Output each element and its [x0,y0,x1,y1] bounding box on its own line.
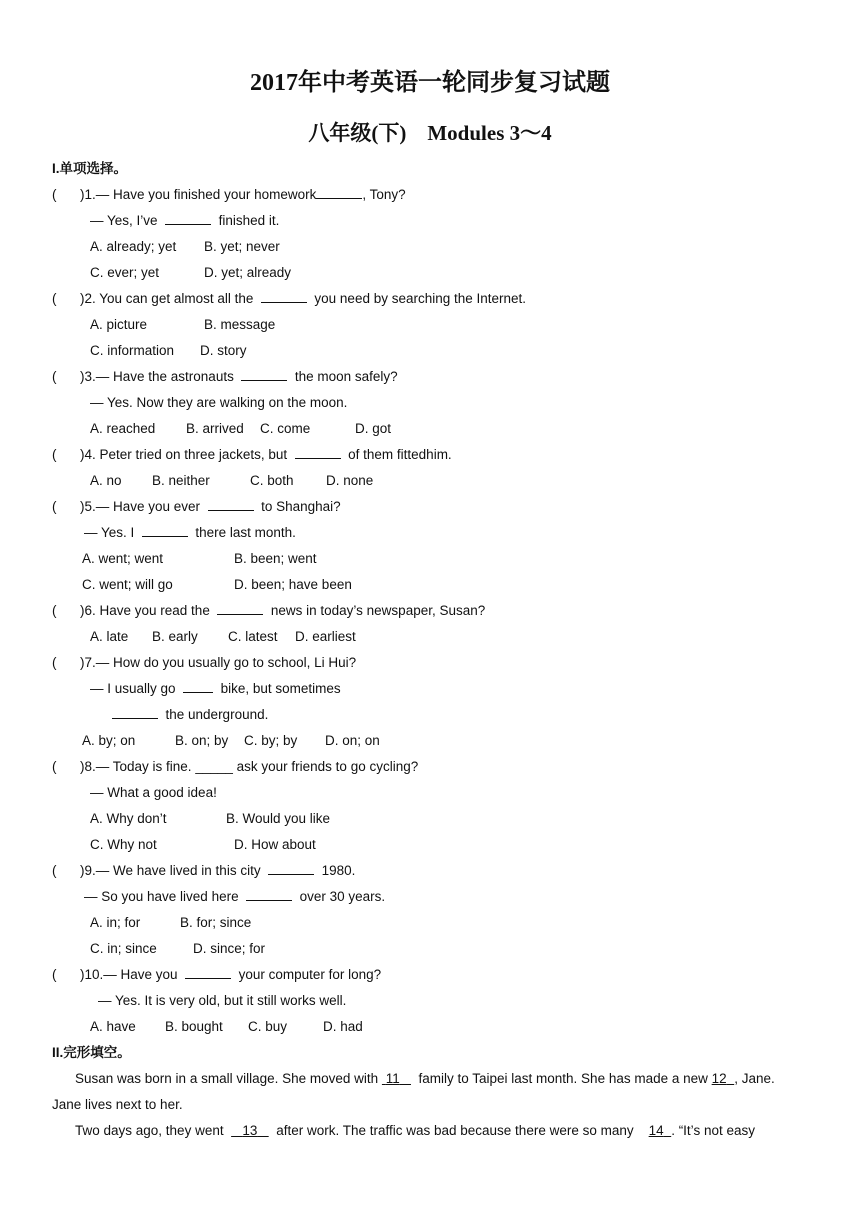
question-7-reply [90,680,341,698]
question-8-reply: — What a good idea! [90,785,217,800]
cloze-text: family to Taipei last month. She has made a new [418,1071,708,1086]
option-b: B. Would you like [226,811,331,826]
option-a: A. no [90,473,122,488]
answer-blank [316,186,362,199]
option-c: C. ever; yet [90,265,160,280]
question-stem: )8.— Today is fine. [80,759,192,774]
option-d: D. How about [234,837,316,852]
option-a: A. already; yet [90,239,177,254]
option-b: B. been; went [234,551,317,566]
question-stem: )1.— Have you finished your homework [80,187,317,202]
option-c: C. latest [228,629,278,644]
question-7-reply-cont [112,706,268,724]
reply-text-mid: bike, but sometimes [220,681,341,696]
answer-paren: ( [52,447,57,462]
cloze-blank-12 [712,1071,735,1086]
reply-text-end: finished it. [218,213,280,228]
reply-text: — I usually go [90,681,176,696]
cloze-number: 14 [648,1123,664,1138]
answer-blank [142,524,188,537]
cloze-paragraph-1 [75,1070,775,1088]
question-stem: )2. You can get almost all the [80,291,254,306]
answer-paren: ( [52,863,57,878]
cloze-blank-13 [231,1123,269,1138]
cloze-text: Susan was born in a small village. She moved with [75,1071,379,1086]
option-c: C. buy [248,1019,288,1034]
cloze-text: . “It’s not easy [671,1123,755,1138]
option-d: D. got [355,421,392,436]
question-stem: )9.— We have lived in this city [80,863,261,878]
question-stem: )6. Have you read the [80,603,210,618]
cloze-text: after work. The traffic was bad because there were so many [276,1123,634,1138]
answer-blank [217,602,263,615]
option-c: C. went; will go [82,577,173,592]
option-c: C. both [250,473,294,488]
option-c: C. in; since [90,941,157,956]
option-c: C. come [260,421,311,436]
question-5-reply [84,524,296,542]
question-stem-end: the moon safely? [294,369,398,384]
answer-blank [261,290,307,303]
answer-blank [295,446,341,459]
option-a: A. went; went [82,551,164,566]
answer-paren: ( [52,499,57,514]
page-subtitle: 八年级(下) Modules 3～4 [308,121,552,145]
option-b: B. yet; never [204,239,280,254]
reply-text: — Yes. I [84,525,135,540]
cloze-paragraph-1-cont: Jane lives next to her. [52,1097,183,1112]
answer-blank [208,498,254,511]
answer-blank [183,680,213,693]
option-b: B. message [204,317,276,332]
reply-text-end: over 30 years. [299,889,386,904]
option-b: B. for; since [180,915,252,930]
answer-blank [165,212,211,225]
option-d: D. since; for [193,941,266,956]
answer-blank [112,706,158,719]
answer-blank [185,966,231,979]
option-a: A. have [90,1019,136,1034]
question-stem-end: to Shanghai? [261,499,341,514]
option-a: A. picture [90,317,148,332]
cloze-paragraph-2 [75,1122,755,1140]
answer-paren: ( [52,603,57,618]
question-stem-end: of them fittedhim. [348,447,452,462]
answer-blank [246,888,292,901]
option-d: D. earliest [295,629,356,644]
reply-text-end: the underground. [165,707,269,722]
cloze-number: 13 [242,1123,258,1138]
reply-text-end: there last month. [195,525,296,540]
answer-paren: ( [52,369,57,384]
question-stem-end: your computer for long? [238,967,382,982]
question-stem: )3.— Have the astronauts [80,369,234,384]
option-d: D. yet; already [204,265,292,280]
page-title: 2017年中考英语一轮同步复习试题 [250,70,610,96]
option-a: A. in; for [90,915,141,930]
question-stem: )7.— How do you usually go to school, Li Hui? [80,655,357,670]
section-heading-cloze: II.完形填空。 [52,1045,131,1060]
question-stem-end: 1980. [321,863,356,878]
cloze-blank-14 [649,1123,672,1138]
option-c: C. Why not [90,837,157,852]
answer-paren: ( [52,967,57,982]
cloze-number: 12 [711,1071,727,1086]
cloze-blank-11 [382,1071,411,1086]
section-heading-multiple-choice: I.单项选择。 [52,161,128,176]
question-stem-end: ask your friends to go cycling? [236,759,419,774]
option-b: B. neither [152,473,210,488]
cloze-number: 11 [385,1071,400,1086]
option-a: A. late [90,629,129,644]
option-d: D. none [326,473,374,488]
question-stem: )5.— Have you ever [80,499,201,514]
answer-blank: _____ [195,759,233,774]
question-9-reply [84,888,385,906]
option-a: A. reached [90,421,156,436]
option-d: D. story [200,343,247,358]
answer-paren: ( [52,655,57,670]
reply-text: — Yes, I’ve [90,213,158,228]
question-stem: )4. Peter tried on three jackets, but [80,447,288,462]
option-d: D. been; have been [234,577,352,592]
question-stem: )10.— Have you [80,967,178,982]
option-b: B. arrived [186,421,244,436]
question-10-reply: — Yes. It is very old, but it still works well. [98,993,347,1008]
cloze-text: Two days ago, they went [75,1123,224,1138]
question-stem-end: , Tony? [362,187,406,202]
answer-blank [241,368,287,381]
option-a: A. by; on [82,733,136,748]
answer-paren: ( [52,187,57,202]
answer-paren: ( [52,291,57,306]
option-b: B. bought [165,1019,223,1034]
question-1-reply [90,212,279,230]
question-stem-end: news in today’s newspaper, Susan? [270,603,486,618]
option-b: B. on; by [175,733,229,748]
option-a: A. Why don’t [90,811,167,826]
reply-text: — So you have lived here [84,889,239,904]
question-stem-end: you need by searching the Internet. [314,291,527,306]
option-b: B. early [152,629,198,644]
option-d: D. had [323,1019,363,1034]
answer-blank [268,862,314,875]
cloze-text: , Jane. [734,1071,775,1086]
option-c: C. information [90,343,175,358]
answer-paren: ( [52,759,57,774]
option-d: D. on; on [325,733,380,748]
question-3-reply: — Yes. Now they are walking on the moon. [90,395,348,410]
option-c: C. by; by [244,733,298,748]
